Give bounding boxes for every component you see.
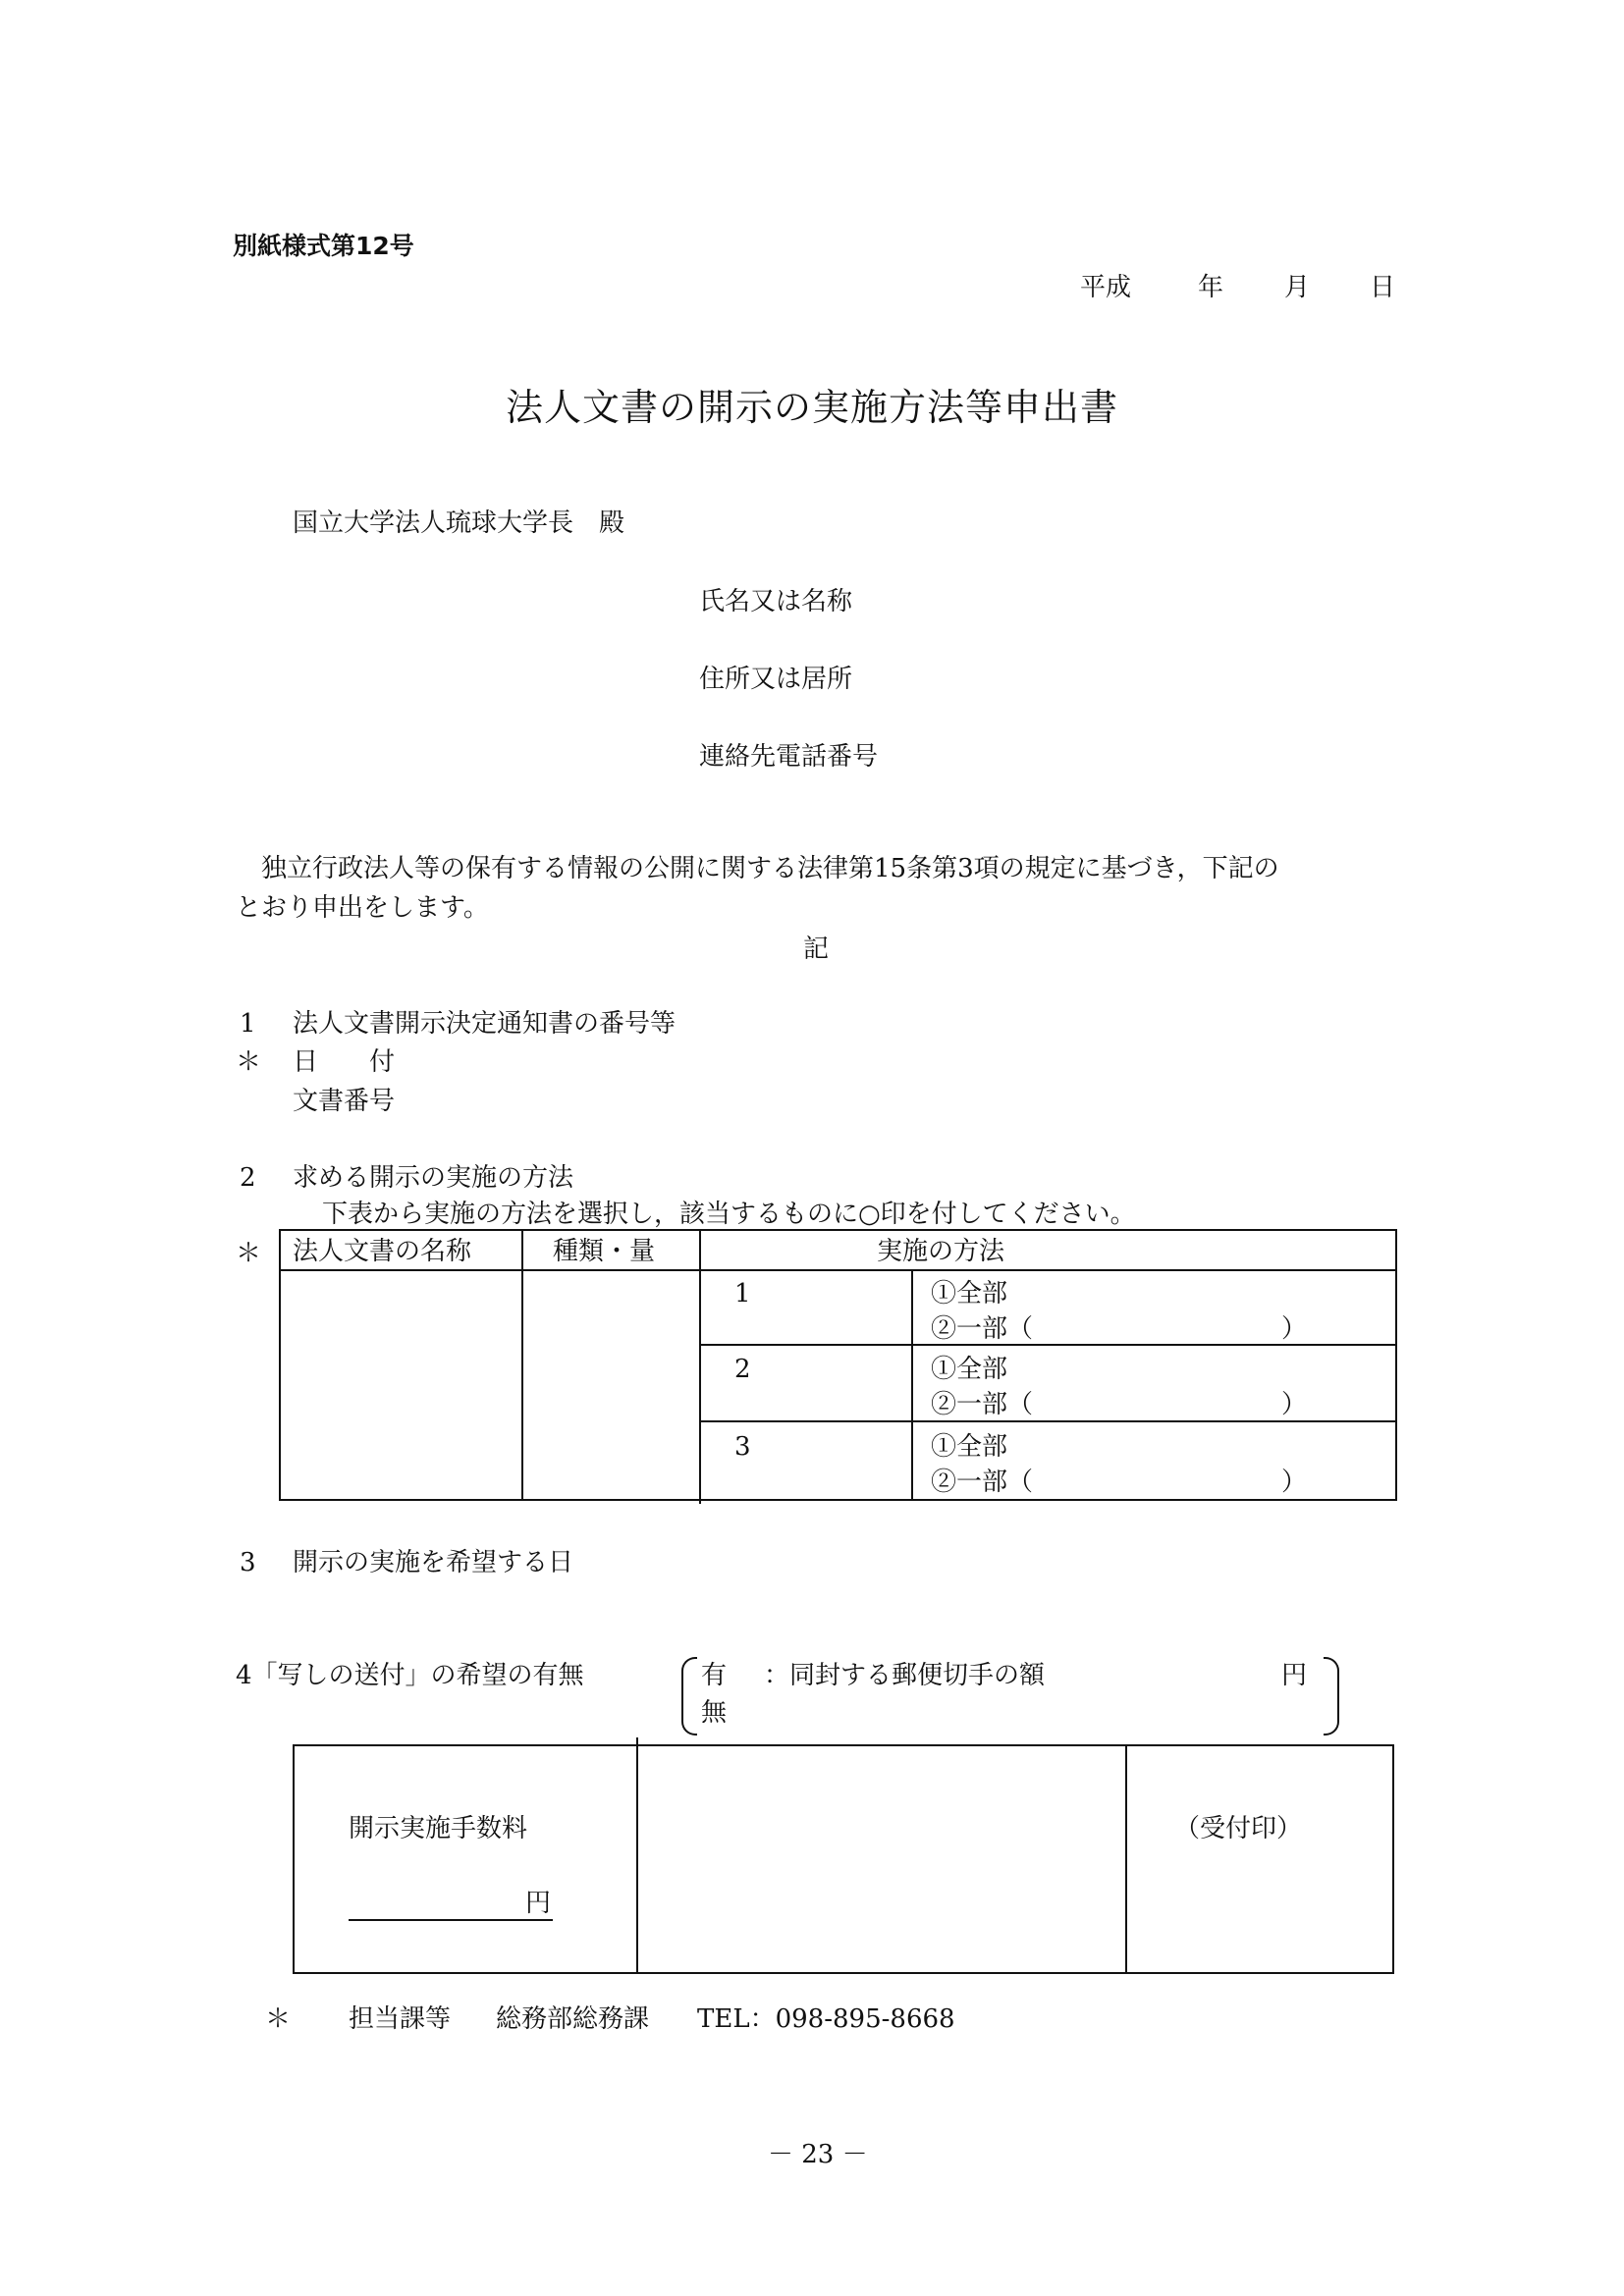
- contact-label: 担当課等: [349, 2004, 452, 2034]
- option-all: ①全部: [931, 1355, 1008, 1384]
- reception-stamp-label: （受付印）: [1174, 1814, 1303, 1843]
- date-month: 月: [1284, 273, 1311, 302]
- column-divider: [521, 1229, 523, 1501]
- column-divider: [911, 1269, 913, 1501]
- option-partial-close: ）: [1281, 1390, 1308, 1419]
- option-all: ①全部: [931, 1279, 1008, 1308]
- applicant-name-label: 氏名又は名称: [699, 587, 853, 616]
- section1-docnum-label: 文書番号: [293, 1087, 396, 1116]
- fee-box-divider: [636, 1737, 638, 1974]
- row-number: 3: [734, 1432, 751, 1462]
- applicant-address-label: 住所又は居所: [699, 665, 853, 694]
- asterisk-mark: ＊: [236, 1047, 262, 1077]
- fee-yen: 円: [525, 1889, 552, 1918]
- form-number: 別紙様式第12号: [233, 232, 414, 260]
- contact-phone: TEL：098-895-8668: [697, 2004, 955, 2034]
- date-year: 年: [1198, 273, 1224, 302]
- option-all: ①全部: [931, 1432, 1008, 1462]
- option-yes: 有: [701, 1661, 728, 1690]
- option-partial: ②一部（: [931, 1314, 1034, 1344]
- header-divider: [279, 1269, 1397, 1271]
- option-partial-close: ）: [1281, 1468, 1308, 1497]
- postage-yen: 円: [1281, 1661, 1308, 1690]
- date-era: 平成: [1080, 273, 1132, 302]
- row-number: 2: [734, 1355, 751, 1384]
- header-type-amount: 種類・量: [553, 1237, 656, 1266]
- section2-number: 2: [240, 1163, 256, 1193]
- header-document-name: 法人文書の名称: [293, 1237, 472, 1266]
- postage-amount-label: ：同封する郵便切手の額: [764, 1661, 1046, 1690]
- intro-line1: 独立行政法人等の保有する情報の公開に関する法律第15条第3項の規定に基づき，下記の: [261, 854, 1279, 883]
- column-divider: [699, 1229, 701, 1504]
- applicant-phone-label: 連絡先電話番号: [699, 742, 879, 772]
- asterisk-mark: ＊: [236, 1239, 262, 1268]
- section1-number: 1: [240, 1009, 256, 1039]
- section4-title: 4「写しの送付」の希望の有無: [236, 1661, 584, 1690]
- right-brace: [1324, 1657, 1339, 1735]
- page-number: － 23 －: [768, 2140, 868, 2169]
- row-number: 1: [734, 1279, 751, 1308]
- section2-title: 求める開示の実施の方法: [293, 1163, 574, 1193]
- section1-date-label: 日 付: [293, 1047, 396, 1077]
- section1-title: 法人文書開示決定通知書の番号等: [293, 1009, 677, 1039]
- page-title: 法人文書の開示の実施方法等申出書: [506, 386, 1119, 429]
- fee-box-divider: [1125, 1744, 1127, 1974]
- contact-department: 総務部総務課: [496, 2004, 650, 2034]
- option-partial: ②一部（: [931, 1468, 1034, 1497]
- option-partial-close: ）: [1281, 1314, 1308, 1344]
- intro-line2: とおり申出をします。: [236, 893, 489, 923]
- section2-instruction: 下表から実施の方法を選択し，該当するものに○印を付してください。: [322, 1200, 1136, 1229]
- fee-amount-underline: [349, 1919, 553, 1921]
- fee-label: 開示実施手数料: [349, 1814, 528, 1843]
- section3-number: 3: [240, 1548, 256, 1577]
- fee-box-border: [293, 1744, 1394, 1974]
- left-brace: [681, 1657, 697, 1735]
- row-divider: [699, 1420, 1397, 1422]
- date-day: 日: [1370, 273, 1396, 302]
- section3-title: 開示の実施を希望する日: [293, 1548, 574, 1577]
- ki-heading: 記: [803, 934, 830, 964]
- option-no: 無: [701, 1698, 728, 1728]
- asterisk-mark: ＊: [265, 2004, 292, 2034]
- option-partial: ②一部（: [931, 1390, 1034, 1419]
- header-method: 実施の方法: [877, 1237, 1005, 1266]
- addressee: 国立大学法人琉球大学長 殿: [293, 508, 625, 538]
